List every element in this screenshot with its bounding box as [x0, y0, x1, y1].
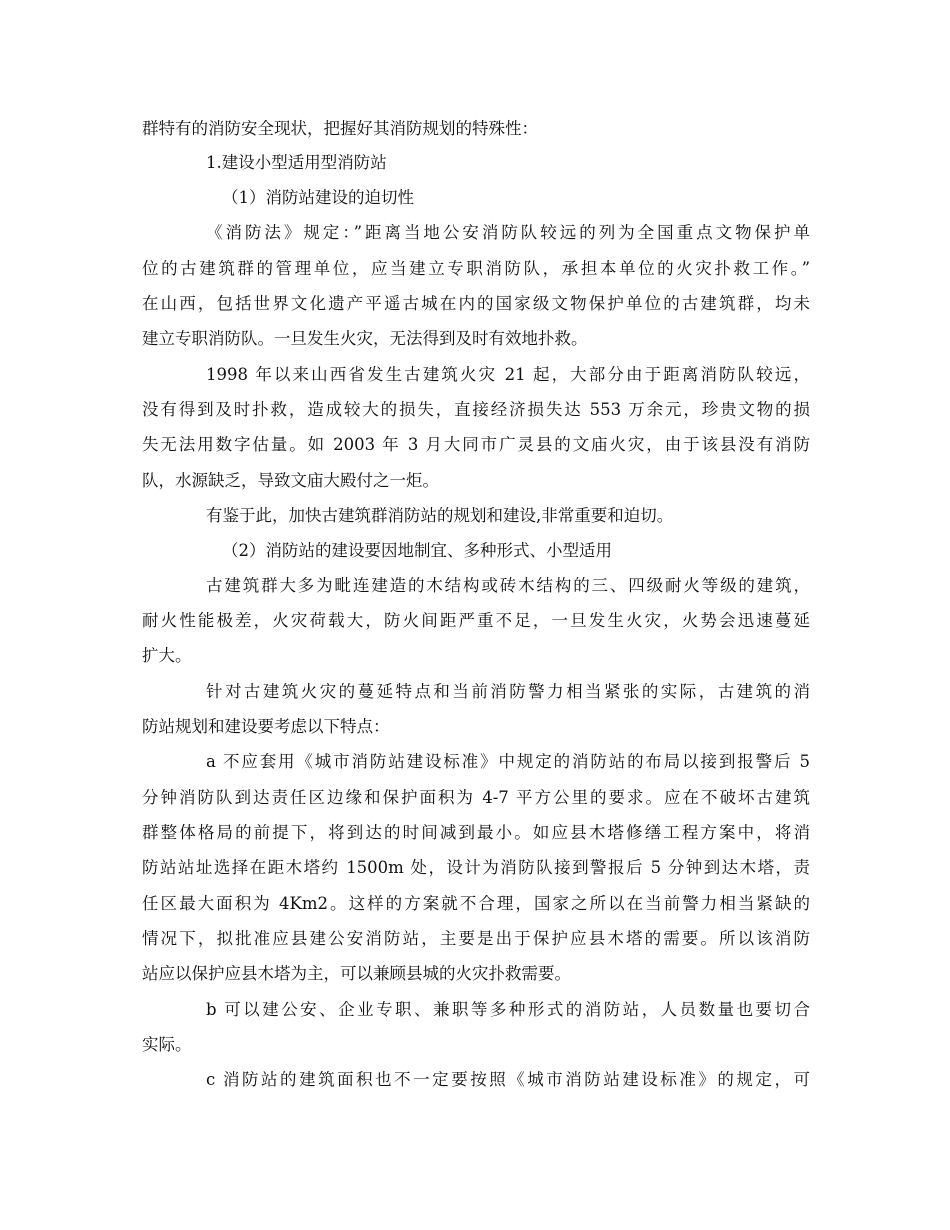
paragraph-line: 针对古建筑火灾的蔓延特点和当前消防警力相当紧张的实际，古建筑的消: [206, 682, 810, 701]
paragraph-line: 没有得到及时扑救，造成较大的损失，直接经济损失达 553 万余元，珍贵文物的损: [142, 400, 810, 419]
paragraph-line: c 消防站的建筑面积也不一定要按照《城市消防站建设标准》的规定，可: [206, 1070, 810, 1089]
paragraph-line: 防站规划和建设要考虑以下特点：: [142, 717, 390, 736]
paragraph-line: b 可以建公安、企业专职、兼职等多种形式的消防站，人员数量也要切合: [206, 1000, 810, 1019]
paragraph-line: 《消防法》规定：”距离当地公安消防队较远的列为全国重点文物保护单: [206, 223, 810, 242]
paragraph-line: 在山西，包括世界文化遗产平遥古城在内的国家级文物保护单位的古建筑群，均未: [142, 294, 810, 313]
paragraph-line: 任区最大面积为 4Km2。这样的方案就不合理，国家之所以在当前警力相当紧缺的: [142, 894, 810, 913]
paragraph-line: 1998 年以来山西省发生古建筑火灾 21 起，大部分由于距离消防队较远，: [206, 365, 810, 384]
paragraph-line: 队，水源缺乏，导致文庙大殿付之一炬。: [142, 471, 439, 490]
paragraph-line: 有鉴于此，加快古建筑群消防站的规划和建设,非常重要和迫切。: [206, 506, 674, 525]
paragraph-line: 失无法用数字估量。如 2003 年 3 月大同市广灵县的文庙火灾，由于该县没有消防: [142, 435, 810, 454]
paragraph-line: 群整体格局的前提下，将到达的时间减到最小。如应县木塔修缮工程方案中，将消: [142, 823, 810, 842]
paragraph-line: 站应以保护应县木塔为主，可以兼顾县城的火灾扑救需要。: [142, 964, 571, 983]
paragraph-line: 情况下，拟批准应县建公安消防站，主要是出于保护应县木塔的需要。所以该消防: [142, 929, 810, 948]
paragraph-line: 建立专职消防队。一旦发生火灾，无法得到及时有效地扑救。: [142, 329, 588, 348]
paragraph-line: 位的古建筑群的管理单位，应当建立专职消防队，承担本单位的火灾扑救工作。”: [142, 259, 810, 278]
paragraph-line: a 不应套用《城市消防站建设标准》中规定的消防站的布局以接到报警后 5: [206, 752, 810, 771]
paragraph-line: 实际。: [142, 1035, 192, 1054]
section-heading: 1.建设小型适用型消防站: [206, 153, 387, 172]
paragraph-line: 群特有的消防安全现状，把握好其消防规划的特殊性：: [142, 119, 538, 138]
subsection-heading: （2）消防站的建设要因地制宜、多种形式、小型适用: [222, 541, 612, 560]
paragraph-line: 分钟消防队到达责任区边缘和保护面积为 4-7 平方公里的要求。应在不破坏古建筑: [142, 788, 810, 807]
paragraph-line: 防站站址选择在距木塔约 1500m 处，设计为消防队接到警报后 5 分钟到达木塔，责: [142, 858, 810, 877]
paragraph-line: 扩大。: [142, 646, 192, 665]
paragraph-line: 古建筑群大多为毗连建造的木结构或砖木结构的三、四级耐火等级的建筑，: [206, 576, 810, 595]
paragraph-line: 耐火性能极差，火灾荷载大，防火间距严重不足，一旦发生火灾，火势会迅速蔓延: [142, 611, 810, 630]
subsection-heading: （1）消防站建设的迫切性: [222, 188, 414, 207]
